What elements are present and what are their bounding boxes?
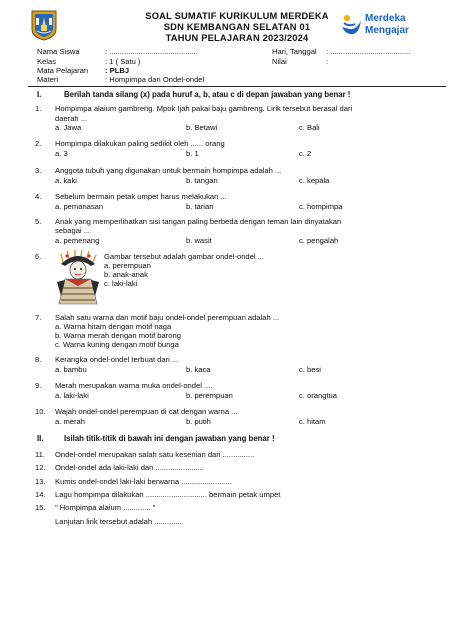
option-c[interactable]: c. hompimpa <box>299 202 343 211</box>
option-a[interactable]: a. laki-laki <box>55 391 89 400</box>
materi-value: : Hompimpa dan Ondel-ondel <box>105 75 205 84</box>
mata-pelajaran-value: : PLBJ <box>105 66 130 75</box>
question-number: 7. <box>35 313 42 322</box>
question-text: Hompimpa alaium gambreng. Mpok Ijah pakai baju gambreng. Lirik tersebut berasal dari <box>55 104 353 113</box>
question-text: Hompimpa dilakukan paling sedikit oleh ...... orang <box>55 139 225 148</box>
header-divider <box>28 86 446 87</box>
materi-label: Materi <box>37 75 59 84</box>
question-number: 5. <box>35 217 42 226</box>
fill-number: 13. <box>35 477 46 486</box>
fill-question[interactable]: " Hompimpa alaium ............. " <box>55 503 156 512</box>
question-text: Kerangka ondel-ondel terbuat dari ... <box>55 355 179 364</box>
option-b[interactable]: b. tarian <box>186 202 214 211</box>
question-number: 2. <box>35 139 42 148</box>
nilai-field[interactable]: : <box>326 57 329 66</box>
kelas-label: Kelas <box>37 57 56 66</box>
fill-number: 11. <box>35 450 45 459</box>
option-c[interactable]: c. kepala <box>299 176 330 185</box>
option-c[interactable]: c. besi <box>299 365 321 374</box>
question-text: Wajah ondel-ondel perempuan di cat dengan warna ... <box>55 407 238 416</box>
question-number: 8. <box>35 355 42 364</box>
fill-question[interactable]: Ondel-ondel ada laki-laki dan ....................... <box>55 463 204 472</box>
fill-question-cont[interactable]: Lanjutan lirik tersebut adalah ............. <box>55 517 182 526</box>
option-c[interactable]: c. 2 <box>299 149 312 158</box>
option-b[interactable]: b. Warna merah dengan motif barong <box>55 331 181 340</box>
option-b[interactable]: b. 1 <box>186 149 199 158</box>
question-text: Merah merupakan warna muka ondel-ondel .... <box>55 381 213 390</box>
section-2-number: II. <box>37 434 44 443</box>
fill-question[interactable]: Lagu hompimpa dilakukan ............................. bermain petak umpet <box>55 490 281 499</box>
section-1-instruction: Berilah tanda silang (x) pada huruf a, b, atau c di depan jawaban yang benar ! <box>64 90 351 99</box>
question-number: 9. <box>35 381 42 390</box>
option-a[interactable]: a. perempuan <box>104 261 151 270</box>
fill-number: 14. <box>35 490 46 499</box>
option-b[interactable]: b. kaca <box>186 365 211 374</box>
option-b[interactable]: b. Betawi <box>186 123 218 132</box>
ondel-ondel-illustration <box>55 250 101 306</box>
hari-tanggal-label: Hari, Tanggal <box>272 47 317 56</box>
option-c[interactable]: c. Warna kuning dengan motif bunga <box>55 340 179 349</box>
option-a[interactable]: a. pemenang <box>55 236 100 245</box>
question-text: Salah satu warna dan motif baju ondel-ondel perempuan adalah ... <box>55 313 280 322</box>
question-text: Anggota tubuh yang digunakan untuk bermain hompimpa adalah ... <box>55 166 282 175</box>
section-1-number: I. <box>37 90 42 99</box>
mata-pelajaran-label: Mata Pelajaran <box>37 66 89 75</box>
option-c[interactable]: c. hitam <box>299 417 326 426</box>
brand-name-line1: Merdeka <box>365 13 406 24</box>
option-a[interactable]: a. Warna hitam dengan motif naga <box>55 322 172 331</box>
question-number: 1. <box>35 104 42 113</box>
option-a[interactable]: a. Jawa <box>55 123 82 132</box>
option-b[interactable]: b. tangan <box>186 176 218 185</box>
nama-siswa-label: Nama Siswa <box>37 47 80 56</box>
header-title-1: SOAL SUMATIF KURIKULUM MERDEKA <box>145 11 329 21</box>
option-b[interactable]: b. perempuan <box>186 391 233 400</box>
header-title-2: SDN KEMBANGAN SELATAN 01 <box>163 22 311 32</box>
option-c[interactable]: c. orangtua <box>299 391 337 400</box>
option-b[interactable]: b. wasit <box>186 236 212 245</box>
brand-name-line2: Mengajar <box>365 25 409 36</box>
option-b[interactable]: b. anak-anak <box>104 270 148 279</box>
fill-number: 12. <box>35 463 46 472</box>
fill-number: 15. <box>35 503 46 512</box>
hari-tanggal-field[interactable]: : ...................................... <box>326 47 411 56</box>
merdeka-mengajar-logo <box>340 11 452 39</box>
question-text-cont: daerah ... <box>55 114 88 123</box>
question-text: Gambar tersebut adalah gambar ondel-ondel ... <box>104 252 264 261</box>
question-text-cont: sebagai ... <box>55 226 91 235</box>
kelas-value: : 1 ( Satu ) <box>105 57 141 66</box>
section-2-instruction: Isilah titik-titik di bawah ini dengan jawaban yang benar ! <box>64 434 275 443</box>
nilai-label: Nilai <box>272 57 287 66</box>
option-a[interactable]: a. pemanasan <box>55 202 104 211</box>
question-number: 6. <box>35 252 42 261</box>
question-text: Anak yang memperlihatkan sisi tangan paling berbeda dengan teman lain dinyatakan <box>55 217 342 226</box>
option-a[interactable]: a. 3 <box>55 149 68 158</box>
fill-question[interactable]: Ondel-ondel merupakan salah satu kesenian dari ............... <box>55 450 255 459</box>
question-number: 4. <box>35 192 42 201</box>
option-c[interactable]: c. laki-laki <box>104 279 138 288</box>
option-c[interactable]: c. pengalah <box>299 236 339 245</box>
option-b[interactable]: b. putih <box>186 417 211 426</box>
header-title-3: TAHUN PELAJARAN 2023/2024 <box>165 33 309 43</box>
option-a[interactable]: a. merah <box>55 417 85 426</box>
question-text: Sebelum bermain petak umpet harus melakukan ... <box>55 192 227 201</box>
nama-siswa-field[interactable]: : .......................................... <box>105 47 198 56</box>
question-number: 10. <box>35 407 46 416</box>
option-a[interactable]: a. bambu <box>55 365 87 374</box>
merdeka-mengajar-icon <box>340 13 362 37</box>
fill-question[interactable]: Kumis ondel-ondel laki-laki berwarna ........................ <box>55 477 232 486</box>
question-number: 3. <box>35 166 42 175</box>
option-a[interactable]: a. kaki <box>55 176 77 185</box>
option-c[interactable]: c. Bali <box>299 123 320 132</box>
